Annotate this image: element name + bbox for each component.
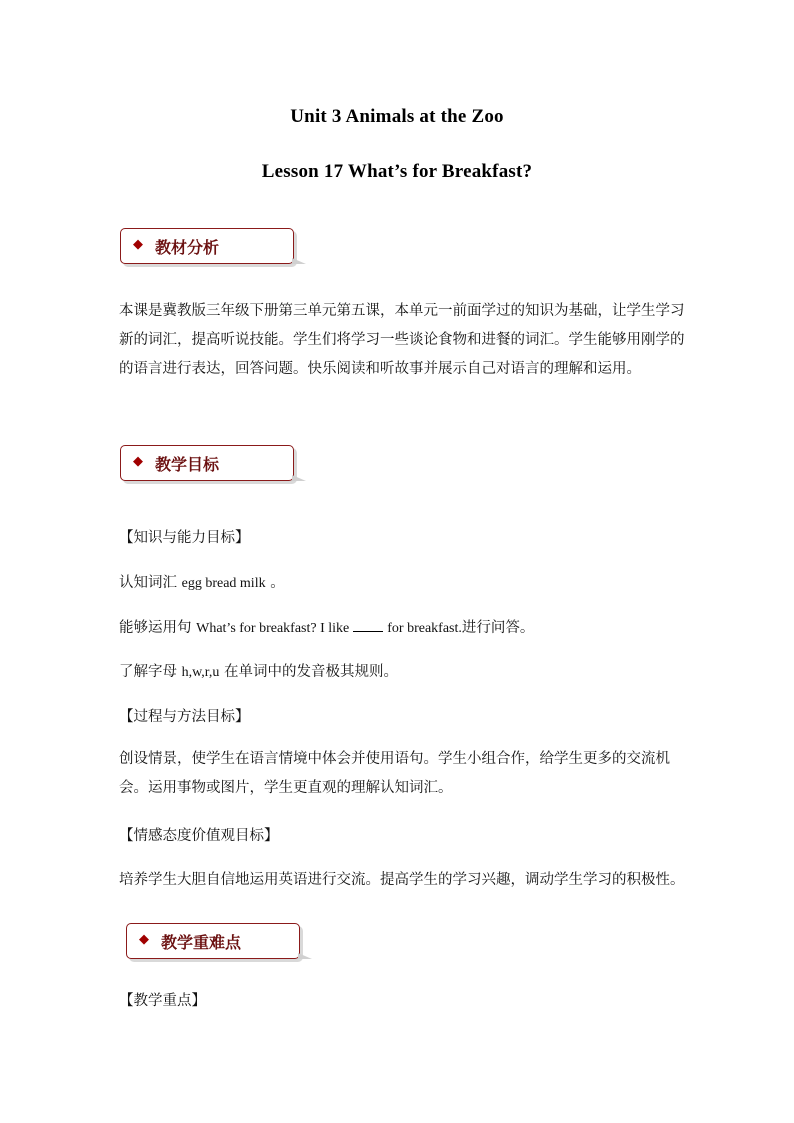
- vocabulary-line: [119, 573, 285, 594]
- letters-prefix: 了解字母: [119, 664, 177, 680]
- attitude-objectives-label: 【情感态度价值观目标】: [119, 828, 279, 844]
- unit-title: Unit 3 Animals at the Zoo: [290, 106, 504, 127]
- sentence-en-part2: for breakfast.: [387, 621, 462, 636]
- vocab-suffix: 。: [270, 575, 285, 591]
- analysis-paragraph: 本课是冀教版三年级下册第三单元第五课，本单元一前面学过的知识为基础，让学生学习新的词汇，提高听说技能。学生们将学习一些谈论食物和进餐的词汇。学生能够用刚学的的语言进行表达，回答问题。快乐阅读和听故事并展示自己对语言的理解和运用。: [119, 303, 685, 377]
- vocab-words: egg bread milk: [181, 576, 266, 591]
- heading-shadow-tail: [292, 475, 306, 481]
- section-heading-label: 教学目标: [155, 455, 220, 474]
- section-heading-label: 教学重难点: [161, 933, 242, 952]
- vocab-prefix: 认知词汇: [119, 575, 177, 591]
- process-paragraph: 创设情景，使学生在语言情境中体会并使用语句。学生小组合作，给学生更多的交流机会。运用事物或图片，学生更直观的理解认知词汇。: [119, 751, 670, 796]
- sentence-line: [119, 618, 534, 639]
- letters-en: h,w,r,u: [181, 665, 220, 680]
- heading-shadow-tail: [292, 258, 306, 264]
- letters-line: [119, 662, 398, 683]
- sentence-en-part1: What’s for breakfast? I like: [196, 621, 350, 636]
- teaching-focus-label: 【教学重点】: [119, 993, 206, 1009]
- section-heading-key-points: [126, 923, 300, 959]
- diamond-bullet-icon: ◆: [139, 932, 149, 947]
- section-heading-analysis: [120, 228, 294, 264]
- letters-suffix: 在单词中的发音极其规则。: [224, 664, 399, 680]
- diamond-bullet-icon: ◆: [133, 237, 143, 252]
- sentence-prefix: 能够运用句: [119, 620, 192, 636]
- lesson-title: Lesson 17 What’s for Breakfast?: [261, 161, 533, 182]
- sentence-suffix: 进行问答。: [461, 620, 535, 636]
- knowledge-objectives-label: 【知识与能力目标】: [119, 530, 250, 546]
- heading-shadow-tail: [298, 953, 312, 959]
- section-heading-label: 教材分析: [155, 238, 220, 257]
- process-objectives-label: 【过程与方法目标】: [119, 709, 250, 725]
- diamond-bullet-icon: ◆: [133, 454, 143, 469]
- fill-blank: [353, 619, 383, 632]
- section-heading-objectives: [120, 445, 294, 481]
- attitude-paragraph: 培养学生大胆自信地运用英语进行交流。提高学生的学习兴趣，调动学生学习的积极性。: [119, 872, 685, 888]
